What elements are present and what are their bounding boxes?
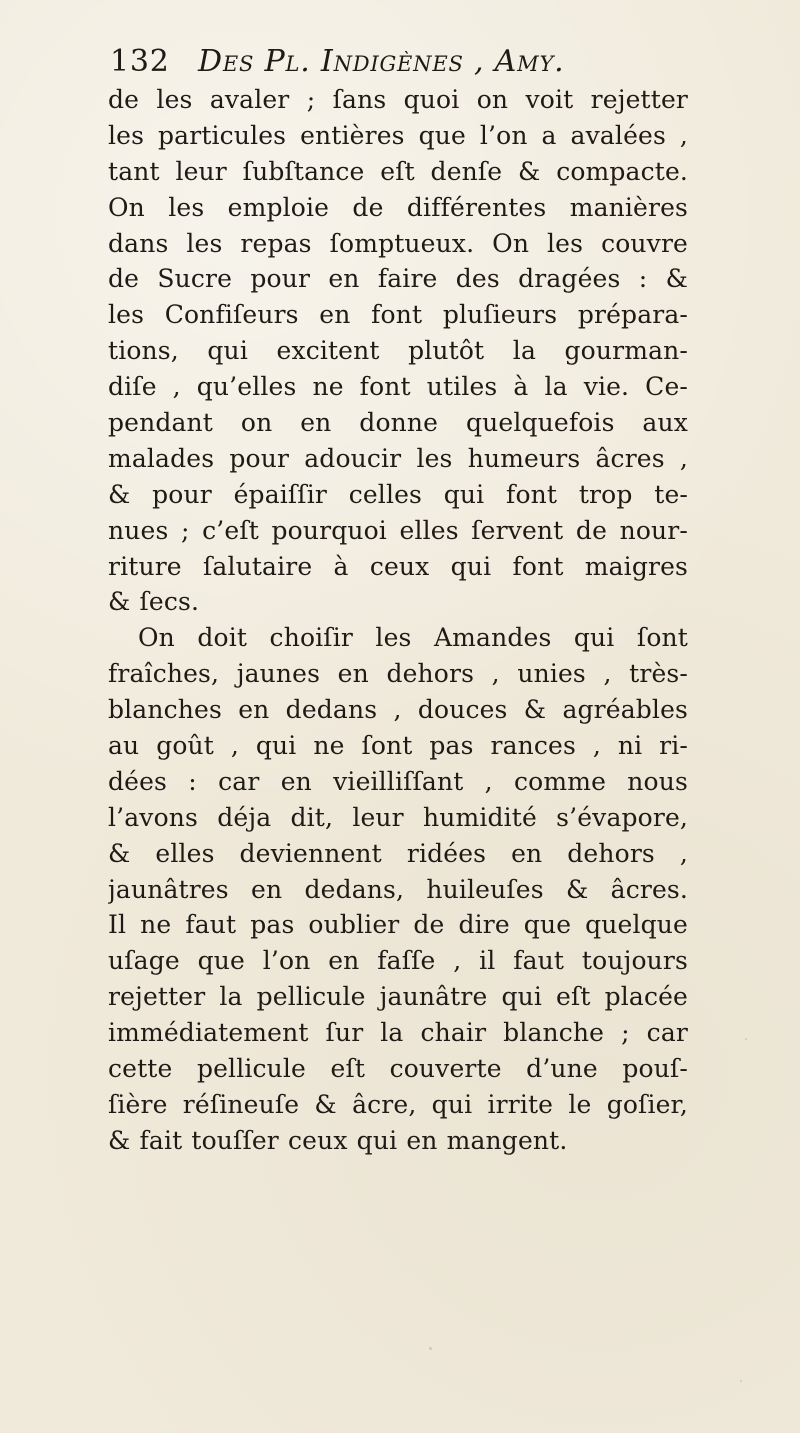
paper-speck: [745, 1038, 747, 1040]
text-line: riture ſalutaire à ceux qui font maigres: [108, 551, 688, 581]
text-line: fraîches, jaunes en dehors , unies , très-: [108, 659, 688, 689]
text-line: On doit choiſir les Amandes qui ſont: [138, 623, 688, 653]
text-line: & pour épaiſſir celles qui font trop te-: [108, 479, 688, 509]
page-number: 132: [110, 44, 170, 79]
text-line: & fait touſſer ceux qui en mangent.: [108, 1125, 568, 1155]
text-line: & ſecs.: [108, 587, 200, 617]
paper-speck: [740, 1380, 742, 1382]
text-line: uſage que l’on en faſſe , il faut toujours: [108, 946, 688, 976]
text-line: cette pellicule eſt couverte d’une pouſ-: [108, 1054, 688, 1084]
text-line: blanches en dedans , douces & agréables: [108, 695, 688, 725]
text-line: l’avons déja dit, leur humidité s’évapore,: [108, 802, 688, 832]
text-line: dées : car en vieilliſſant , comme nous: [108, 766, 688, 796]
text-line: de Sucre pour en faire des dragées : &: [108, 264, 688, 294]
text-line: Il ne faut pas oublier de dire que quelque: [108, 910, 688, 940]
text-line: les particules entières que l’on a avalées ,: [108, 120, 688, 150]
paper-speck: [429, 1347, 432, 1350]
text-line: au goût , qui ne ſont pas rances , ni ri-: [108, 731, 688, 761]
text-line: malades pour adoucir les humeurs âcres ,: [108, 443, 688, 473]
text-line: immédiatement ſur la chair blanche ; car: [108, 1018, 688, 1048]
text-line: diſe , qu’elles ne font utiles à la vie. Ce-: [108, 372, 688, 402]
text-line: rejetter la pellicule jaunâtre qui eſt placée: [108, 982, 688, 1012]
text-line: tant leur ſubſtance eſt denſe & compacte.: [108, 156, 688, 186]
text-line: ſière réſineuſe & âcre, qui irrite le goſier,: [108, 1089, 688, 1119]
text-line: nues ; c’eſt pourquoi elles ſervent de nour-: [108, 515, 688, 545]
text-line: tions, qui excitent plutôt la gourman-: [108, 336, 688, 366]
text-line: & elles deviennent ridées en dehors ,: [108, 838, 688, 868]
text-line: dans les repas ſomptueux. On les couvre: [108, 228, 688, 258]
page-header: [110, 40, 690, 84]
text-line: jaunâtres en dedans, huileuſes & âcres.: [108, 874, 688, 904]
text-line: pendant on en donne quelquefois aux: [108, 408, 688, 438]
running-head: Des Pl. Indigènes , Amy.: [198, 44, 565, 79]
text-line: les Confiſeurs en font pluſieurs prépara-: [108, 300, 688, 330]
text-line: de les avaler ; ſans quoi on voit rejetter: [108, 85, 688, 114]
body-text: [108, 82, 688, 1159]
text-line: On les emploie de différentes manières: [108, 192, 688, 222]
